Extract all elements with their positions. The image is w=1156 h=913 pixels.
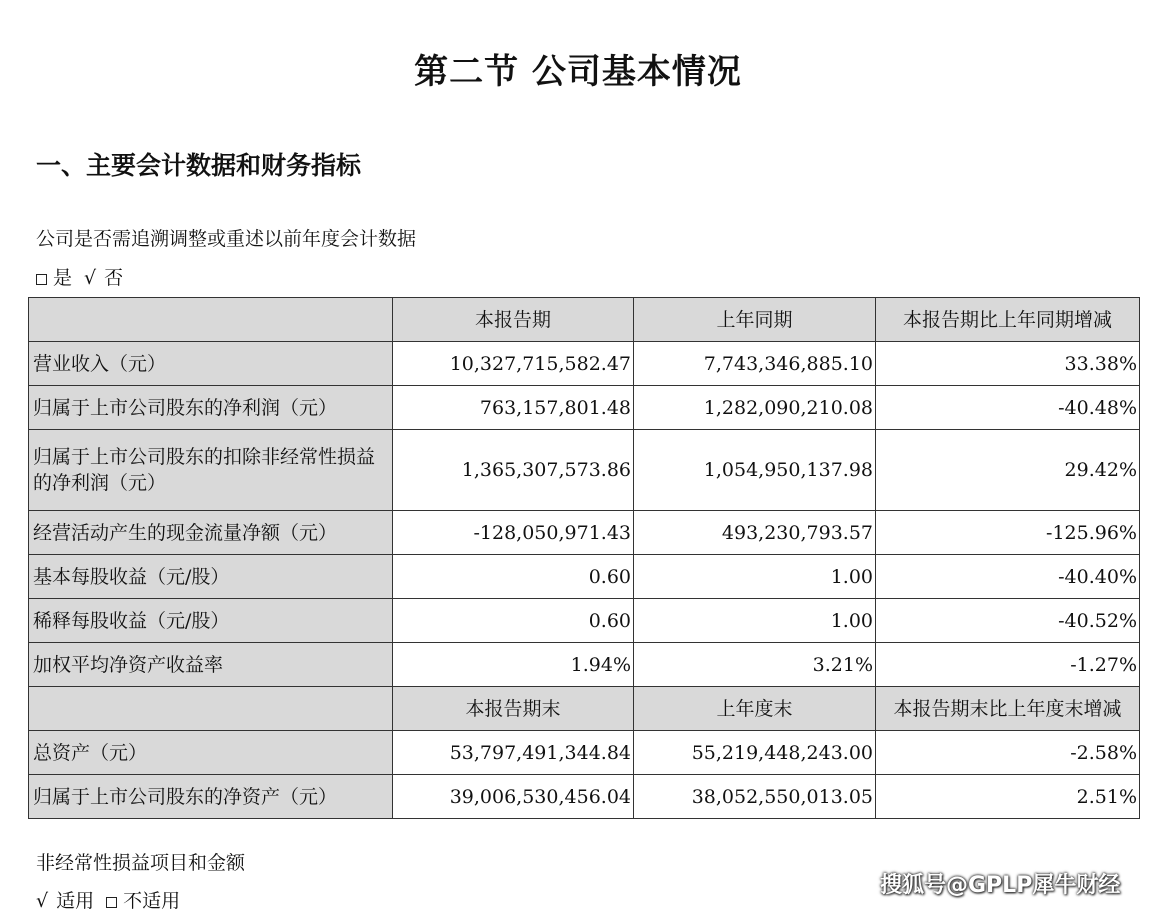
answer-yes: 是 — [53, 267, 73, 289]
change-value: -2.58% — [876, 731, 1140, 775]
current-period-value: 0.60 — [393, 599, 634, 643]
current-period-value: 1.94% — [393, 643, 634, 687]
checkbox-empty-icon — [106, 897, 117, 908]
change-value: -40.52% — [876, 599, 1140, 643]
period-end-value: 53,797,491,344.84 — [393, 731, 634, 775]
change-value: 2.51% — [876, 775, 1140, 819]
answer-no: 否 — [104, 267, 124, 289]
row-label: 基本每股收益（元/股） — [29, 555, 393, 599]
restatement-answer — [36, 263, 123, 290]
current-period-value: -128,050,971.43 — [393, 511, 634, 555]
section-heading: 一、主要会计数据和财务指标 — [36, 151, 362, 180]
header-cell: 上年度末 — [634, 687, 876, 731]
applicable-label: 适用 — [56, 890, 95, 912]
prior-period-value: 1.00 — [634, 599, 876, 643]
table-row — [29, 731, 1140, 775]
change-value: 29.42% — [876, 430, 1140, 511]
change-value: 33.38% — [876, 342, 1140, 386]
table-row — [29, 555, 1140, 599]
prior-period-value: 1,054,950,137.98 — [634, 430, 876, 511]
table-row — [29, 511, 1140, 555]
row-label: 加权平均净资产收益率 — [29, 643, 393, 687]
period-end-value: 39,006,530,456.04 — [393, 775, 634, 819]
header-cell: 本报告期 — [393, 298, 634, 342]
applicability-line — [36, 886, 180, 913]
table-row — [29, 386, 1140, 430]
table-header-row — [29, 687, 1140, 731]
header-cell — [29, 298, 393, 342]
row-label: 归属于上市公司股东的净利润（元） — [29, 386, 393, 430]
prior-period-value: 1,282,090,210.08 — [634, 386, 876, 430]
header-cell — [29, 687, 393, 731]
non-recurring-note: 非经常性损益项目和金额 — [36, 852, 246, 874]
header-cell: 本报告期末 — [393, 687, 634, 731]
prior-period-value: 7,743,346,885.10 — [634, 342, 876, 386]
financial-indicators-table — [28, 297, 1140, 819]
header-cell: 本报告期末比上年度末增减 — [876, 687, 1140, 731]
prior-year-end-value: 38,052,550,013.05 — [634, 775, 876, 819]
row-label: 稀释每股收益（元/股） — [29, 599, 393, 643]
not-applicable-label: 不适用 — [123, 890, 181, 912]
change-value: -1.27% — [876, 643, 1140, 687]
row-label: 归属于上市公司股东的扣除非经常性损益的净利润（元） — [29, 430, 393, 511]
table-row — [29, 775, 1140, 819]
prior-period-value: 1.00 — [634, 555, 876, 599]
header-cell: 上年同期 — [634, 298, 876, 342]
table-row — [29, 643, 1140, 687]
row-label: 经营活动产生的现金流量净额（元） — [29, 511, 393, 555]
current-period-value: 763,157,801.48 — [393, 386, 634, 430]
prior-period-value: 3.21% — [634, 643, 876, 687]
restatement-question: 公司是否需追溯调整或重述以前年度会计数据 — [36, 228, 417, 250]
prior-period-value: 493,230,793.57 — [634, 511, 876, 555]
checkbox-empty-icon — [36, 274, 47, 285]
prior-year-end-value: 55,219,448,243.00 — [634, 731, 876, 775]
current-period-value: 10,327,715,582.47 — [393, 342, 634, 386]
current-period-value: 1,365,307,573.86 — [393, 430, 634, 511]
current-period-value: 0.60 — [393, 555, 634, 599]
watermark: 搜狐号@GPLP犀牛财经 — [880, 873, 1121, 898]
table-row — [29, 342, 1140, 386]
table-header-row — [29, 298, 1140, 342]
check-mark: √ — [84, 267, 97, 289]
row-label: 归属于上市公司股东的净资产（元） — [29, 775, 393, 819]
change-value: -40.48% — [876, 386, 1140, 430]
row-label: 总资产（元） — [29, 731, 393, 775]
change-value: -125.96% — [876, 511, 1140, 555]
change-value: -40.40% — [876, 555, 1140, 599]
table-row — [29, 599, 1140, 643]
row-label: 营业收入（元） — [29, 342, 393, 386]
check-mark: √ — [36, 890, 49, 912]
header-cell: 本报告期比上年同期增减 — [876, 298, 1140, 342]
page-title: 第二节 公司基本情况 — [414, 52, 742, 92]
table-row — [29, 430, 1140, 511]
